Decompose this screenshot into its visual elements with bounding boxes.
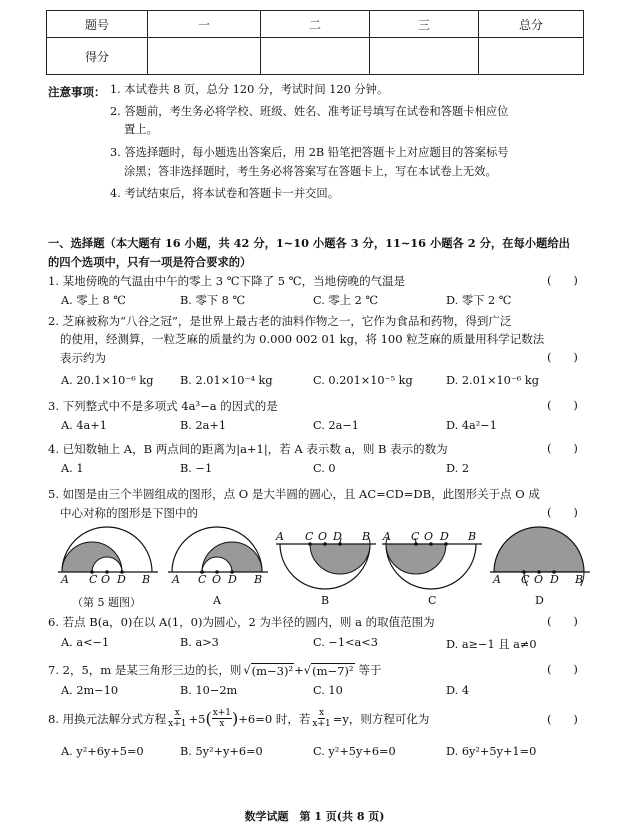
fraction-denominator: x+1 — [312, 719, 331, 729]
question-5-stem: 中心对称的图形是下图中的 — [60, 506, 198, 520]
score-row-label: 得分 — [47, 38, 148, 75]
fraction — [212, 708, 232, 729]
note-item: 置上。 — [124, 123, 158, 136]
q7-plus: + — [294, 663, 304, 677]
score-cell — [261, 38, 370, 75]
answer-paren: ( ) — [547, 614, 578, 628]
question-8-stem — [48, 708, 429, 729]
page-footer: 数学试题 第 1 页(共 8 页) — [244, 810, 385, 823]
option: B. 2.01×10⁻⁴ kg — [180, 374, 273, 387]
point-label: O — [212, 573, 222, 586]
option: C. 2a−1 — [313, 419, 359, 432]
fraction-denominator: x+1 — [168, 719, 187, 729]
figure-caption: A — [213, 594, 221, 607]
point-label: C — [305, 530, 314, 543]
q7-stem-suffix: 等于 — [358, 663, 382, 677]
question-3-stem: 3. 下列整式中不是多项式 4a³−a 的因式的是 — [48, 399, 278, 413]
point-label: B — [254, 573, 263, 586]
q8-mid-3: =y，则方程可化为 — [332, 711, 430, 726]
score-table — [46, 10, 584, 75]
option: A. 零上 8 ℃ — [61, 294, 126, 307]
score-header-cell: 总分 — [479, 11, 584, 38]
q8-mid-2: +6=0 时，若 — [238, 711, 311, 726]
q7-radicand-1: (m−3)² — [251, 663, 294, 678]
figure-caption: B — [321, 594, 330, 607]
point-label: B — [362, 530, 371, 543]
question-2-stem: 2. 芝麻被称为“八谷之冠”，是世界上最古老的油料作物之一，它作为食品和药物，得到广泛 — [48, 314, 512, 328]
point-label: O — [424, 530, 434, 543]
point-label: A — [276, 530, 284, 543]
option: C. 10 — [313, 684, 343, 697]
question-1-stem: 1. 某地傍晚的气温由中午的零上 3 ℃下降了 5 ℃，当地傍晚的气温是 — [48, 274, 406, 288]
score-header-cell: 二 — [261, 11, 370, 38]
answer-paren: ( ) — [547, 398, 578, 412]
fraction-numerator: x — [174, 708, 180, 718]
shaded-semicircle-right — [310, 544, 370, 574]
point-label: A — [383, 530, 391, 543]
fraction-denominator: x — [219, 719, 225, 729]
note-item: 3. 答选择题时，每小题选出答案后，用 2B 铅笔把答题卡上对应题目的答案标号 — [110, 146, 509, 159]
point-label: B — [142, 573, 151, 586]
point-label: B — [575, 573, 584, 586]
fraction-numerator: x+1 — [212, 708, 232, 718]
point-label: A — [61, 573, 69, 586]
point-label: C — [521, 573, 530, 586]
notes-title: 注意事项： — [48, 85, 106, 99]
question-2-stem: 的使用，经测算，一粒芝麻的质量约为 0.000 002 01 kg，将 100 粒芝麻的质量用科学记数法 — [60, 332, 545, 346]
figure-caption: D — [535, 594, 544, 607]
option: A. 4a+1 — [61, 419, 107, 432]
option: D. 2 — [446, 462, 470, 475]
large-semicircle — [494, 527, 584, 572]
score-header-cell: 一 — [148, 11, 261, 38]
option: C. y²+5y+6=0 — [313, 745, 396, 758]
fraction — [168, 708, 186, 729]
score-table-score-row — [47, 38, 584, 75]
point-label: D — [333, 530, 342, 543]
option: A. y²+6y+5=0 — [61, 745, 144, 758]
note-item: 涂黑；答非选择题时，考生务必将答案写在答题卡上，写在本试卷上无效。 — [124, 165, 497, 178]
option: C. 0.201×10⁻⁵ kg — [313, 374, 413, 387]
option: A. 2m−10 — [61, 684, 119, 697]
point-label: O — [318, 530, 328, 543]
q8-mid-1: +5 — [188, 711, 206, 726]
score-header-cell: 三 — [370, 11, 479, 38]
note-item: 1. 本试卷共 8 页，总分 120 分，考试时间 120 分钟。 — [110, 83, 389, 96]
point-label: O — [534, 573, 544, 586]
figure-option-c — [382, 538, 482, 596]
option: B. 零下 8 ℃ — [180, 294, 246, 307]
point-label: D — [117, 573, 126, 586]
sqrt-sign-icon: √ — [303, 663, 312, 677]
option: C. 零上 2 ℃ — [313, 294, 379, 307]
option: D. 4 — [446, 684, 470, 697]
option: A. 1 — [61, 462, 84, 475]
question-5-stem: 5. 如图是由三个半圆组成的图形，点 O 是大半圆的圆心，且 AC=CD=DB，此图形关于点 O 成 — [48, 487, 540, 501]
figure-option-b — [276, 538, 376, 596]
option: A. a<−1 — [61, 636, 110, 649]
answer-paren: ( ) — [547, 662, 578, 676]
point-label: B — [468, 530, 477, 543]
option: B. −1 — [180, 462, 213, 475]
note-item: 4. 考试结束后，将本试卷和答题卡一并交回。 — [110, 187, 340, 200]
question-2-stem: 表示约为 — [60, 351, 106, 365]
option: D. 零下 2 ℃ — [446, 294, 512, 307]
score-header-cell: 题号 — [47, 11, 148, 38]
fraction-numerator: x — [318, 708, 325, 718]
section-title: 一、选择题（本大题有 16 小题，共 42 分，1~10 小题各 3 分，11~16 小题各 2 分，在每小题给出 — [48, 236, 570, 250]
point-label: C — [89, 573, 98, 586]
fraction — [312, 708, 330, 729]
point-label: D — [550, 573, 559, 586]
option: D. 6y²+5y+1=0 — [446, 745, 537, 758]
score-table-header-row — [47, 11, 584, 38]
sqrt-sign-icon: √ — [243, 663, 251, 677]
question-4-stem: 4. 已知数轴上 A，B 两点间的距离为|a+1|，若 A 表示数 a，则 B 表示的数为 — [48, 442, 448, 456]
q7-stem-prefix: 7. 2，5，m 是某三角形三边的长，则 — [48, 663, 242, 677]
answer-paren: ( ) — [547, 273, 578, 287]
point-label: A — [172, 573, 180, 586]
answer-paren: ( ) — [547, 505, 578, 519]
point-label: C — [198, 573, 207, 586]
question-6-stem: 6. 若点 B(a，0)在以 A(1，0)为圆心，2 为半径的圆内，则 a 的取值范围为 — [48, 615, 435, 629]
option: D. a≥−1 且 a≠0 — [446, 638, 537, 651]
point-label: D — [228, 573, 237, 586]
point-label: C — [411, 530, 420, 543]
open-paren-icon: ( — [205, 709, 212, 728]
option: A. 20.1×10⁻⁶ kg — [61, 374, 154, 387]
note-item: 2. 答题前，考生务必将学校、班级、姓名、准考证号填写在试卷和答题卡相应位 — [110, 105, 509, 118]
option: C. −1<a<3 — [313, 636, 378, 649]
option: D. 2.01×10⁻⁶ kg — [446, 374, 539, 387]
option: B. 5y²+y+6=0 — [180, 745, 263, 758]
answer-paren: ( ) — [547, 350, 578, 364]
option: B. 10−2m — [180, 684, 238, 697]
point-label: O — [101, 573, 111, 586]
answer-paren: ( ) — [547, 441, 578, 455]
answer-paren: ( ) — [547, 712, 578, 726]
figure-caption: （第 5 题图） — [72, 596, 141, 609]
score-cell — [479, 38, 584, 75]
point-label: D — [440, 530, 449, 543]
close-paren-icon: ) — [232, 709, 239, 728]
option: B. a>3 — [180, 636, 219, 649]
section-title: 的四个选项中，只有一项是符合要求的） — [48, 255, 252, 269]
score-cell — [148, 38, 261, 75]
figure-caption: C — [428, 594, 437, 607]
option: D. 4a²−1 — [446, 419, 497, 432]
score-cell — [370, 38, 479, 75]
option: B. 2a+1 — [180, 419, 227, 432]
q8-stem-prefix: 8. 用换元法解分式方程 — [48, 711, 167, 726]
question-7-stem — [48, 662, 382, 678]
q7-radicand-2: (m−7)² — [312, 663, 354, 678]
option: C. 0 — [313, 462, 336, 475]
shaded-semicircle-left — [386, 544, 446, 574]
point-label: A — [493, 573, 501, 586]
